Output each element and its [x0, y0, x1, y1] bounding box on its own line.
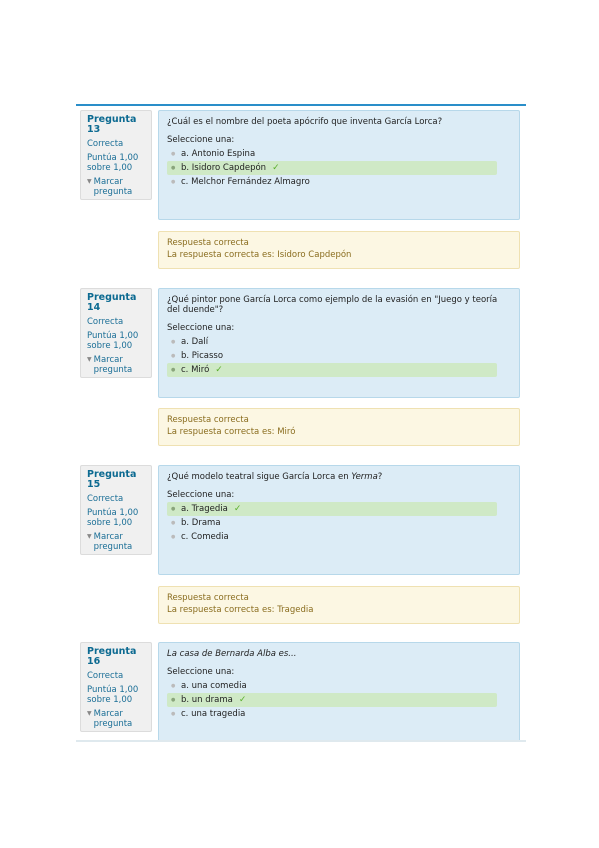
feedback-title: Respuesta correcta — [167, 415, 249, 425]
question-content — [158, 110, 520, 220]
answer-option-correct[interactable]: ● c. Miró ✓ — [167, 363, 497, 377]
quiz-bottom-border — [76, 740, 526, 742]
question-grade: Puntúa 1,00 sobre 1,00 — [87, 153, 139, 173]
question-grade: Puntúa 1,00 sobre 1,00 — [87, 331, 139, 351]
radio-icon[interactable]: ● — [171, 697, 176, 703]
radio-icon[interactable]: ● — [171, 534, 176, 540]
answer-options — [167, 679, 511, 721]
answer-option[interactable]: ● a. Dalí — [171, 337, 209, 347]
checkmark-icon: ✓ — [272, 163, 280, 173]
flag-icon: ▼ — [87, 710, 92, 717]
question-state: Correcta — [87, 139, 124, 149]
feedback-answer: La respuesta correcta es: Isidoro Capdepón — [167, 250, 352, 260]
answer-option-correct[interactable]: ● a. Tragedia ✓ — [167, 502, 497, 516]
question-info — [80, 465, 152, 555]
radio-icon[interactable]: ● — [171, 151, 176, 157]
feedback-answer: La respuesta correcta es: Tragedia — [167, 605, 314, 615]
answer-prompt: Seleccione una: — [167, 135, 235, 145]
feedback-answer: La respuesta correcta es: Miró — [167, 427, 296, 437]
question-content — [158, 465, 520, 575]
question-grade: Puntúa 1,00 sobre 1,00 — [87, 685, 139, 705]
feedback-box — [158, 586, 520, 624]
radio-icon[interactable]: ● — [171, 339, 176, 345]
checkmark-icon: ✓ — [215, 365, 223, 375]
question-state: Correcta — [87, 494, 124, 504]
question-number: Pregunta 16 — [87, 646, 137, 667]
answer-prompt: Seleccione una: — [167, 323, 235, 333]
flag-label: Marcar pregunta — [93, 709, 133, 729]
answer-option[interactable]: ● a. Antonio Espina — [171, 149, 256, 159]
answer-options — [167, 502, 511, 544]
flag-question-link[interactable] — [87, 709, 146, 729]
question-number: Pregunta 14 — [87, 292, 137, 313]
question-content — [158, 288, 520, 398]
answer-option[interactable]: ● c. una tragedia — [171, 709, 246, 719]
question-text: ¿Cuál es el nombre del poeta apócrifo que inventa García Lorca? — [167, 117, 443, 127]
radio-icon[interactable]: ● — [171, 353, 176, 359]
flag-question-link[interactable] — [87, 532, 146, 552]
question-number: Pregunta 15 — [87, 469, 137, 490]
answer-prompt: Seleccione una: — [167, 667, 235, 677]
flag-label: Marcar pregunta — [93, 532, 133, 552]
answer-prompt: Seleccione una: — [167, 490, 235, 500]
question-state: Correcta — [87, 317, 124, 327]
radio-icon[interactable]: ● — [171, 367, 176, 373]
feedback-box — [158, 231, 520, 269]
radio-icon[interactable]: ● — [171, 520, 176, 526]
answer-option[interactable]: ● b. Drama — [171, 518, 221, 528]
answer-option[interactable]: ● c. Comedia — [171, 532, 229, 542]
question-info — [80, 642, 152, 732]
radio-icon[interactable]: ● — [171, 165, 176, 171]
feedback-title: Respuesta correcta — [167, 593, 249, 603]
flag-icon: ▼ — [87, 533, 92, 540]
question-info — [80, 288, 152, 378]
flag-question-link[interactable] — [87, 355, 146, 375]
question-text: ¿Qué pintor pone García Lorca como ejemplo de la evasión en "Juego y teoría del duende"? — [167, 295, 498, 315]
question-grade: Puntúa 1,00 sobre 1,00 — [87, 508, 139, 528]
question-info — [80, 110, 152, 200]
flag-question-link[interactable] — [87, 177, 146, 197]
answer-option-correct[interactable]: ● b. Isidoro Capdepón ✓ — [167, 161, 497, 175]
answer-option-correct[interactable]: ● b. un drama ✓ — [167, 693, 497, 707]
answer-option[interactable]: ● b. Picasso — [171, 351, 224, 361]
question-text: La casa de Bernarda Alba es... — [167, 649, 297, 659]
checkmark-icon: ✓ — [238, 695, 247, 705]
question-content — [158, 642, 520, 742]
question-number: Pregunta 13 — [87, 114, 137, 135]
checkmark-icon: ✓ — [233, 504, 242, 514]
radio-icon[interactable]: ● — [171, 506, 176, 512]
answer-option[interactable]: ● a. una comedia — [171, 681, 247, 691]
question-text: ¿Qué modelo teatral sigue García Lorca en Yerma? — [167, 472, 383, 482]
flag-label: Marcar pregunta — [93, 355, 133, 375]
flag-icon: ▼ — [87, 178, 92, 185]
answer-options — [167, 335, 511, 377]
answer-option[interactable]: ● c. Melchor Fernández Almagro — [171, 177, 310, 187]
question-state: Correcta — [87, 671, 124, 681]
radio-icon[interactable]: ● — [171, 711, 176, 717]
feedback-title: Respuesta correcta — [167, 238, 249, 248]
radio-icon[interactable]: ● — [171, 683, 176, 689]
flag-label: Marcar pregunta — [93, 177, 133, 197]
feedback-box — [158, 408, 520, 446]
quiz-review — [76, 104, 526, 742]
radio-icon[interactable]: ● — [171, 179, 176, 185]
flag-icon: ▼ — [87, 356, 92, 363]
answer-options — [167, 147, 511, 189]
